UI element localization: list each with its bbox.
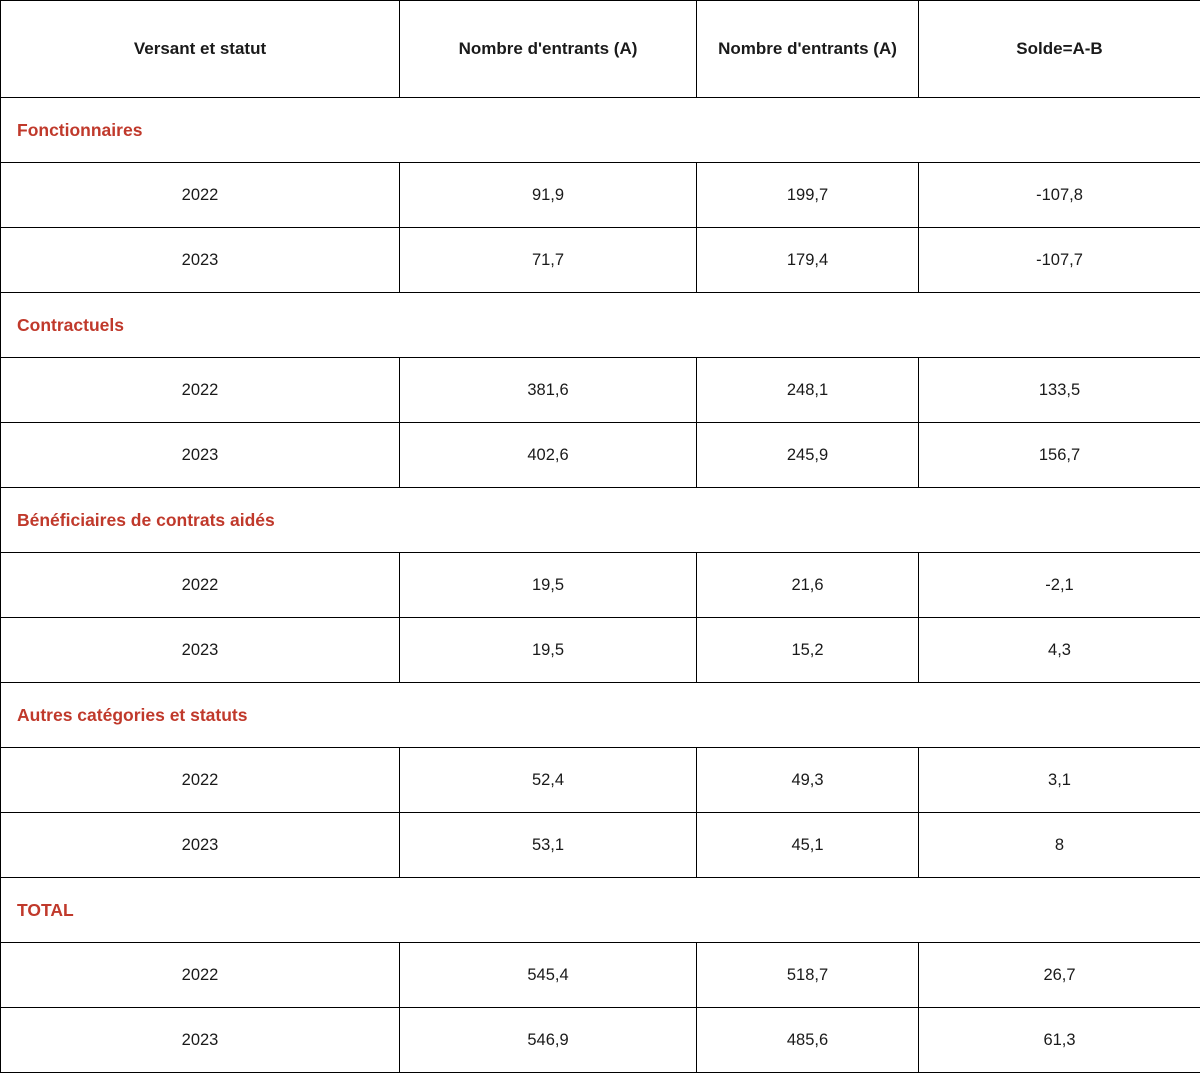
cell-entrants-a: 91,9 — [400, 163, 697, 228]
cell-entrants-b: 518,7 — [697, 943, 919, 1008]
cell-solde: -2,1 — [919, 553, 1200, 618]
column-header-entrants-a: Nombre d'entrants (A) — [400, 1, 697, 98]
row-label: 2022 — [1, 748, 400, 813]
row-label: 2022 — [1, 553, 400, 618]
cell-entrants-b: 248,1 — [697, 358, 919, 423]
group-heading-row — [1, 488, 1200, 553]
table-row — [1, 943, 1200, 1008]
group-title: TOTAL — [1, 878, 1200, 943]
column-header-solde: Solde=A-B — [919, 1, 1200, 98]
cell-entrants-a: 52,4 — [400, 748, 697, 813]
cell-entrants-a: 545,4 — [400, 943, 697, 1008]
cell-solde: 3,1 — [919, 748, 1200, 813]
cell-entrants-b: 485,6 — [697, 1008, 919, 1073]
group-heading-row — [1, 878, 1200, 943]
cell-entrants-b: 245,9 — [697, 423, 919, 488]
column-header-versant-statut: Versant et statut — [1, 1, 400, 98]
row-label: 2022 — [1, 943, 400, 1008]
row-label: 2023 — [1, 813, 400, 878]
cell-entrants-b: 21,6 — [697, 553, 919, 618]
table-row — [1, 813, 1200, 878]
header-row — [1, 1, 1200, 98]
table-row — [1, 358, 1200, 423]
cell-entrants-b: 49,3 — [697, 748, 919, 813]
group-title: Fonctionnaires — [1, 98, 1200, 163]
table-header — [1, 1, 1200, 98]
group-title: Contractuels — [1, 293, 1200, 358]
cell-entrants-b: 45,1 — [697, 813, 919, 878]
cell-solde: 4,3 — [919, 618, 1200, 683]
table-row — [1, 163, 1200, 228]
row-label: 2023 — [1, 618, 400, 683]
table-row — [1, 553, 1200, 618]
cell-entrants-a: 381,6 — [400, 358, 697, 423]
row-label: 2023 — [1, 228, 400, 293]
group-heading-row — [1, 98, 1200, 163]
table-row — [1, 423, 1200, 488]
table-row — [1, 748, 1200, 813]
table-row — [1, 228, 1200, 293]
table-row — [1, 618, 1200, 683]
row-label: 2022 — [1, 163, 400, 228]
row-label: 2023 — [1, 1008, 400, 1073]
cell-solde: 133,5 — [919, 358, 1200, 423]
cell-entrants-a: 402,6 — [400, 423, 697, 488]
cell-entrants-a: 19,5 — [400, 553, 697, 618]
column-header-entrants-b: Nombre d'entrants (A) — [697, 1, 919, 98]
cell-entrants-a: 19,5 — [400, 618, 697, 683]
row-label: 2022 — [1, 358, 400, 423]
cell-solde: 8 — [919, 813, 1200, 878]
group-title: Bénéficiaires de contrats aidés — [1, 488, 1200, 553]
cell-entrants-b: 179,4 — [697, 228, 919, 293]
table-body — [1, 98, 1200, 1073]
cell-solde: 61,3 — [919, 1008, 1200, 1073]
cell-solde: -107,8 — [919, 163, 1200, 228]
cell-solde: 156,7 — [919, 423, 1200, 488]
cell-entrants-a: 53,1 — [400, 813, 697, 878]
group-heading-row — [1, 293, 1200, 358]
cell-entrants-b: 199,7 — [697, 163, 919, 228]
cell-entrants-a: 546,9 — [400, 1008, 697, 1073]
group-heading-row — [1, 683, 1200, 748]
cell-entrants-a: 71,7 — [400, 228, 697, 293]
cell-solde: -107,7 — [919, 228, 1200, 293]
group-title: Autres catégories et statuts — [1, 683, 1200, 748]
row-label: 2023 — [1, 423, 400, 488]
table-row — [1, 1008, 1200, 1073]
cell-entrants-b: 15,2 — [697, 618, 919, 683]
cell-solde: 26,7 — [919, 943, 1200, 1008]
